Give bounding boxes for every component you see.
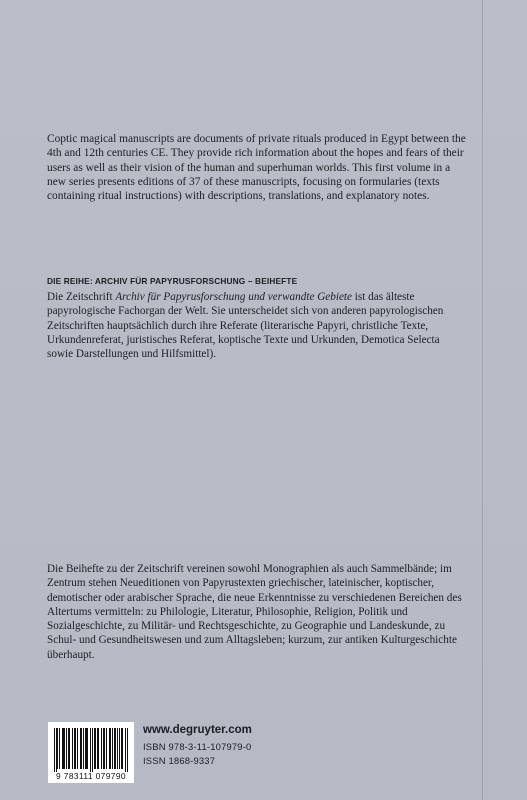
barcode-bar bbox=[74, 728, 75, 769]
barcode-bar bbox=[59, 728, 60, 769]
series-description-start: Die Zeitschrift bbox=[47, 291, 116, 303]
barcode-bar bbox=[85, 728, 86, 769]
barcode-bar bbox=[117, 728, 118, 769]
isbn-barcode bbox=[48, 722, 134, 783]
barcode-bars bbox=[54, 728, 128, 772]
barcode-bar bbox=[90, 728, 91, 772]
barcode-bar bbox=[125, 728, 126, 772]
barcode-bar bbox=[101, 728, 102, 769]
barcode-digits: 9 783111 079790 bbox=[56, 771, 126, 781]
barcode-bar bbox=[80, 728, 81, 769]
barcode-bar bbox=[110, 728, 111, 769]
barcode-bar bbox=[92, 728, 93, 772]
barcode-bar bbox=[119, 728, 120, 769]
barcode-bar bbox=[69, 728, 70, 769]
barcode-bar bbox=[122, 728, 123, 769]
barcode-bar bbox=[95, 728, 96, 769]
barcode-bar bbox=[103, 728, 104, 769]
series-description bbox=[47, 290, 467, 361]
barcode-bar bbox=[109, 728, 110, 769]
series-heading: DIE REIHE: ARCHIV FÜR PAPYRUSFORSCHUNG – BEIHEFTE bbox=[47, 276, 298, 286]
barcode-bar bbox=[64, 728, 65, 769]
issn-number: ISSN 1868-9337 bbox=[143, 755, 216, 766]
barcode-bar bbox=[75, 728, 76, 769]
book-blurb: Coptic magical manuscripts are documents of private rituals produced in Egypt between the 4th and 12th centuries CE. They provide rich information about the hopes and fears of their users as well as their vision of the human and superhuman worlds. This first volume in a new series presents editions of 37 of these manuscripts, focusing on formularies (texts containing ritual instructions) with descriptions, translations, and explanatory notes. bbox=[47, 133, 466, 203]
barcode-bar bbox=[97, 728, 98, 769]
barcode-bar bbox=[127, 728, 128, 772]
barcode-bar bbox=[54, 728, 55, 772]
barcode-bar bbox=[83, 728, 84, 769]
barcode-bar bbox=[98, 728, 99, 769]
spine-divider bbox=[482, 0, 483, 800]
barcode-bar bbox=[86, 728, 87, 769]
barcode-bar bbox=[121, 728, 122, 769]
barcode-bar bbox=[62, 728, 63, 769]
barcode-bar bbox=[72, 728, 73, 769]
publisher-website[interactable]: www.degruyter.com bbox=[143, 724, 252, 736]
barcode-bar bbox=[57, 728, 58, 769]
journal-title: Archiv für Papyrusforschung und verwandte Gebiete bbox=[115, 291, 352, 303]
barcode-bar bbox=[81, 728, 82, 769]
isbn-number: ISBN 978-3-11-107979-0 bbox=[143, 741, 252, 752]
barcode-bar bbox=[106, 728, 107, 769]
barcode-bar bbox=[114, 728, 115, 769]
barcode-bar bbox=[94, 728, 95, 769]
barcode-bar bbox=[104, 728, 105, 769]
barcode-bar bbox=[63, 728, 64, 769]
barcode-bar bbox=[77, 728, 78, 769]
barcode-bar bbox=[56, 728, 57, 772]
barcode-bar bbox=[112, 728, 113, 769]
barcode-bar bbox=[66, 728, 67, 769]
series-description-end: ist das älteste papyrologische Fachorgan der Welt. Sie unterscheidet sich von anderen papyrologischen Zeitschriften hauptsächlich durch ihre Referate (literarische Papyri, christliche Texte, Urkundenreferat, juristisches Referat, koptische Texte und Urkunden, Demotica Selecta sowie Darstellungen und Hilfsmittel). bbox=[47, 291, 444, 361]
barcode-bar bbox=[87, 728, 88, 769]
supplements-description: Die Beihefte zu der Zeitschrift vereinen sowohl Monographien als auch Sammelbände; im Zentrum stehen Neueditionen von Papyrustexten griechischer, lateinischer, koptischer, demotischer oder arabischer Sprache, die neue Erkenntnisse zu verschiedenen Bereichen des Altertums vermitteln: zu Philologie, Literatur, Philosophie, Religion, Politik und Sozialgeschichte, zu Militär- und Rechtsgeschichte, zu Geographie und Landeskunde, zu Schul- und Gesundheitswesen und zum Alltagsleben; kurzum, zur antiken Kulturgeschichte überhaupt. bbox=[47, 563, 462, 661]
barcode-bar bbox=[115, 728, 116, 769]
barcode-bar bbox=[68, 728, 69, 769]
